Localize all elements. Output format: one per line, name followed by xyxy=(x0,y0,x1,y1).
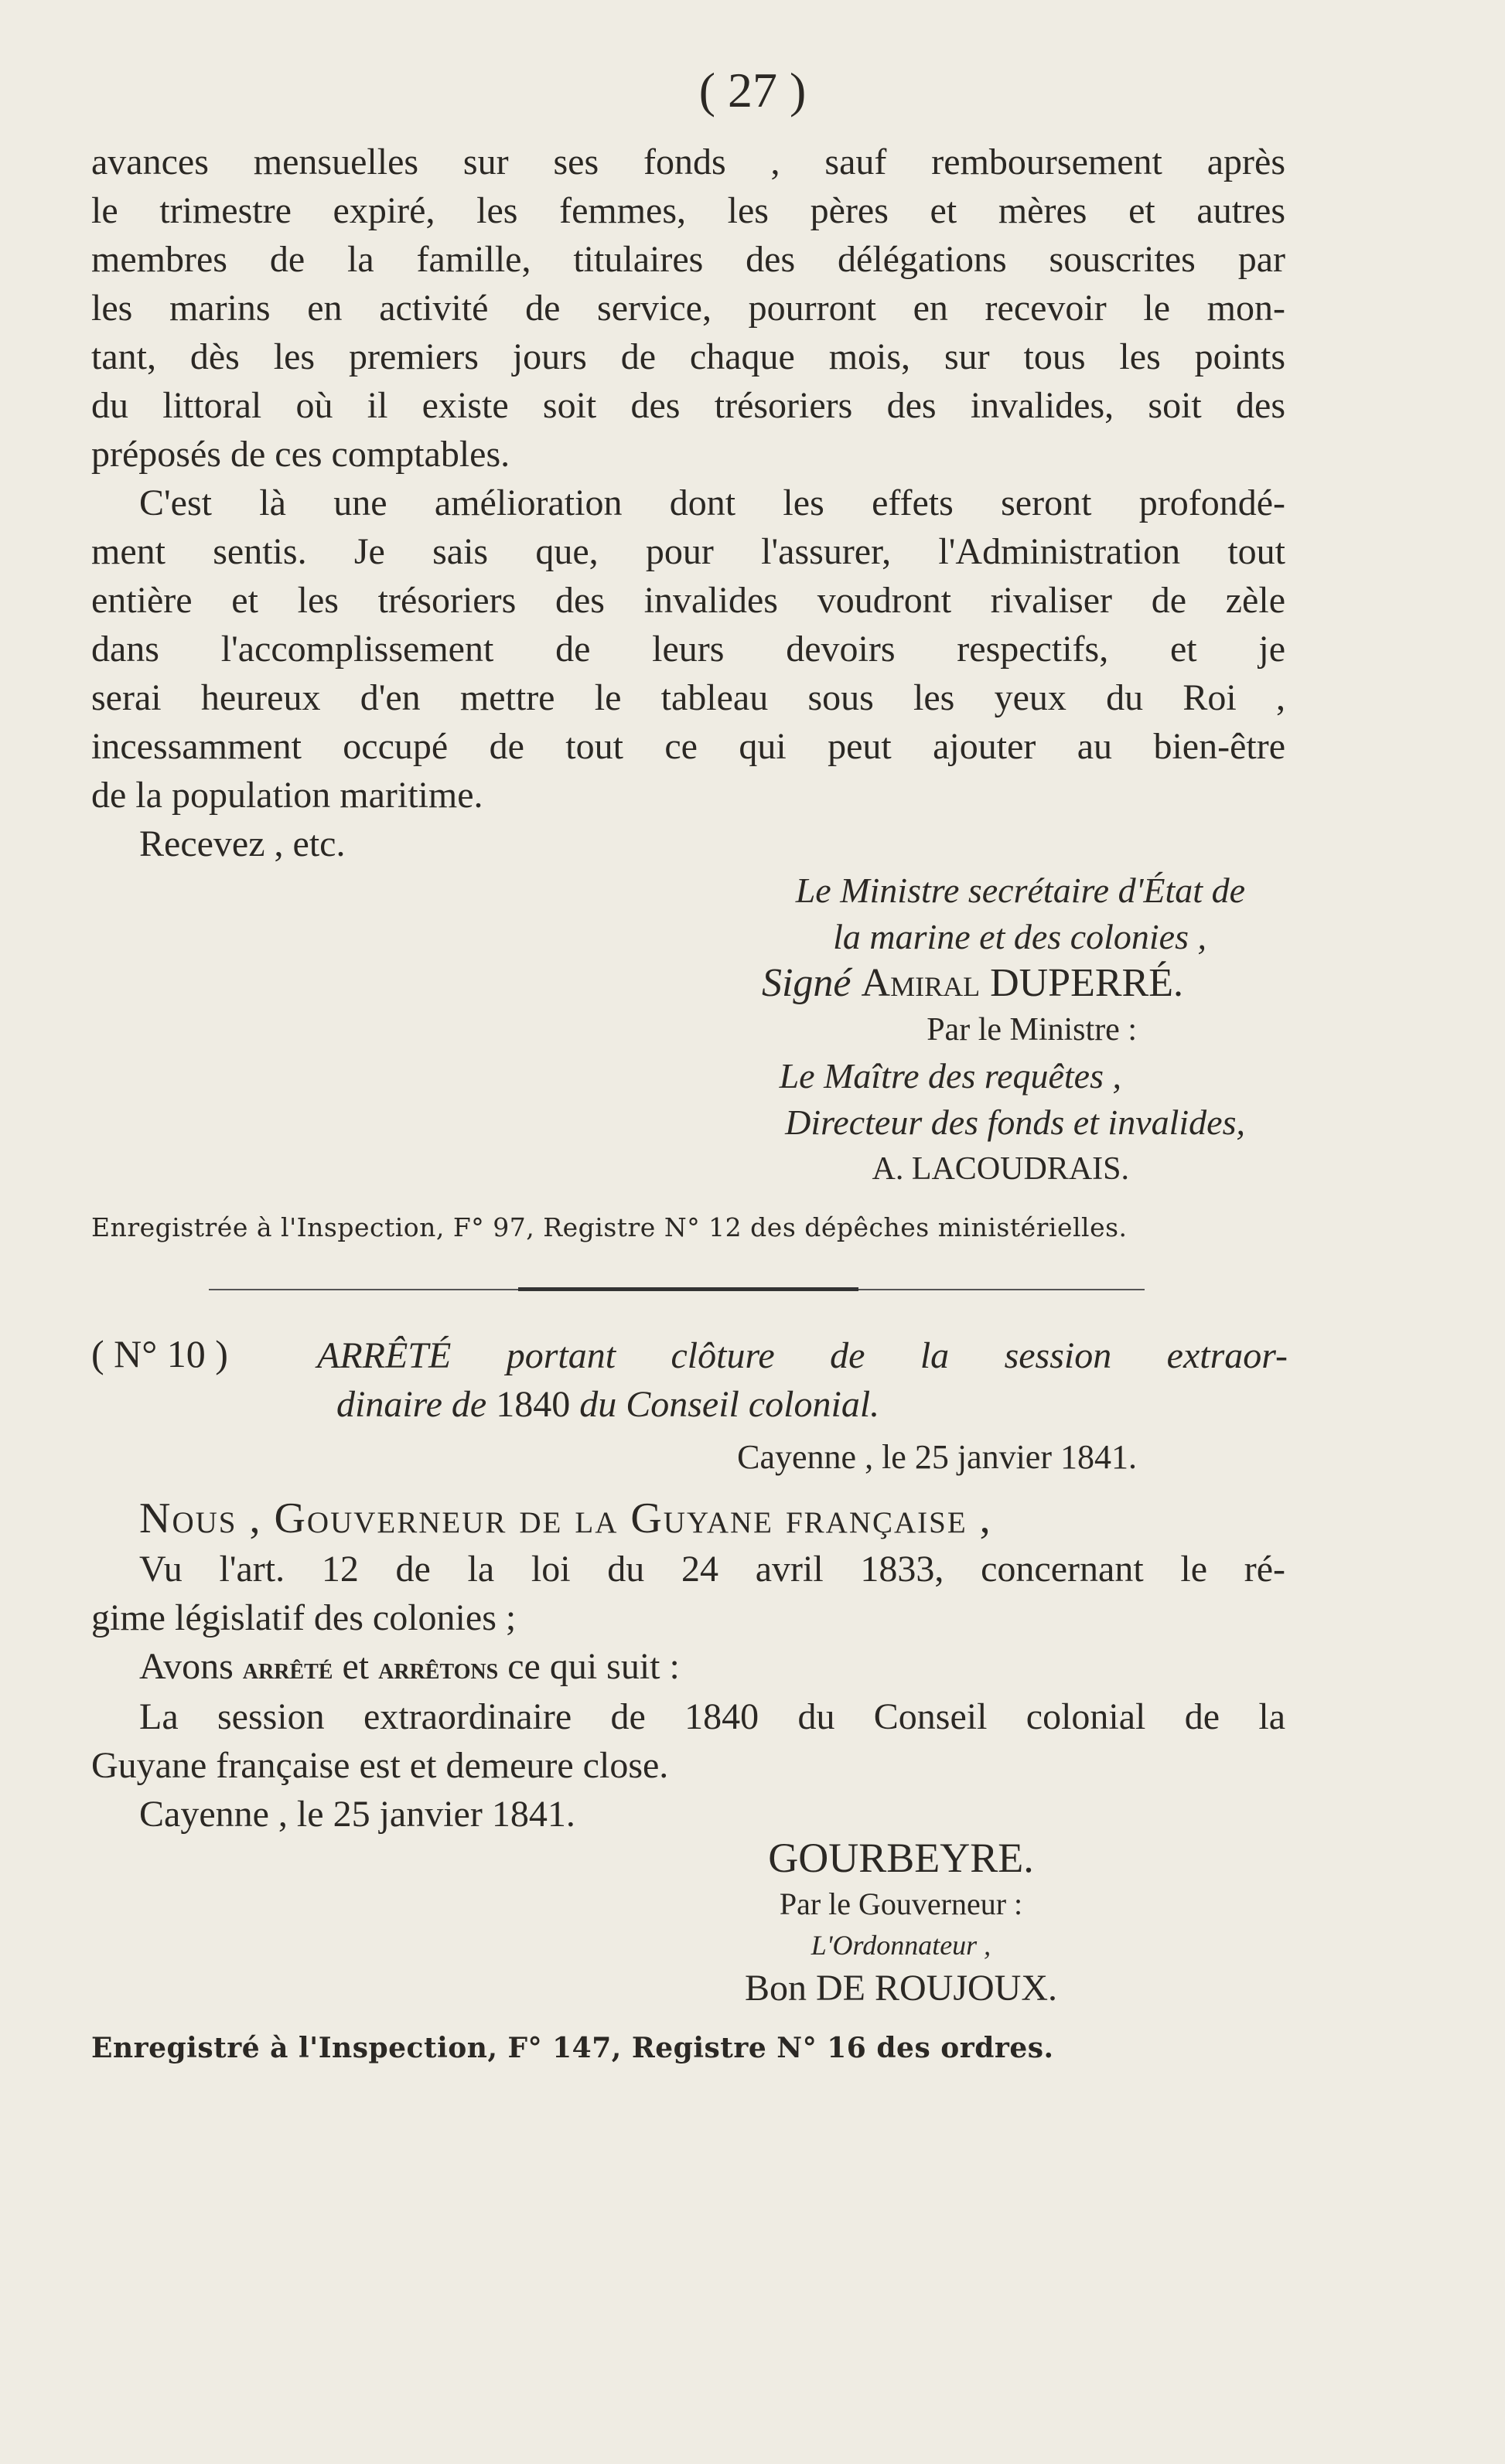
sig-signed-line xyxy=(541,960,1245,1007)
text-line: préposés de ces comptables. xyxy=(91,434,510,475)
arrete-title-rest: portant clôture de la session extraor- xyxy=(506,1335,1288,1376)
par-gouverneur: Par le Gouverneur : xyxy=(779,1886,1023,1921)
arrete-title-line-2 xyxy=(317,1380,1288,1429)
arrete-title xyxy=(317,1331,1288,1429)
avons-e: ce qui suit : xyxy=(507,1646,680,1687)
avons-a: Avons xyxy=(139,1646,234,1687)
text-line: les marins en activité de service, pourront en recevoir le mon- xyxy=(91,288,1285,329)
arrete-place-date: Cayenne , le 25 janvier 1841. xyxy=(737,1438,1137,1476)
text-line: avances mensuelles sur ses fonds , sauf remboursement après xyxy=(91,141,1285,182)
letter-registration: Enregistrée à l'Inspection, F° 97, Registre N° 12 des dépêches ministérielles. xyxy=(91,1212,1128,1242)
gov-name: GOURBEYRE. xyxy=(768,1835,1034,1881)
arrete-body xyxy=(91,1492,1285,1839)
maitre-name: A. LACOUDRAIS. xyxy=(872,1151,1129,1187)
body-line: Guyane française est et demeure close. xyxy=(91,1745,669,1786)
par-ministre: Par le Ministre : xyxy=(927,1012,1137,1048)
body-line: La session extraordinaire de 1840 du Conseil colonial de la xyxy=(139,1696,1285,1737)
cayenne-end: Cayenne , le 25 janvier 1841. xyxy=(139,1794,575,1835)
ordonnateur-name: Bon DE ROUJOUX. xyxy=(744,1968,1057,2009)
sig-title-1: Le Ministre secrétaire d'État de xyxy=(795,871,1245,910)
sig-rank: Amiral xyxy=(861,961,981,1005)
divider-thick xyxy=(518,1287,858,1291)
maitre-title-2: Directeur des fonds et invalides, xyxy=(785,1102,1245,1142)
vu-line: Vu l'art. 12 de la loi du 24 avril 1833, concernant le ré- xyxy=(139,1549,1285,1590)
avons-c: et xyxy=(342,1646,370,1687)
text-line: de la population maritime. xyxy=(91,775,483,816)
text-line: serai heureux d'en mettre le tableau sous les yeux du Roi , xyxy=(91,677,1285,718)
avons-line xyxy=(91,1642,1285,1692)
text-line: C'est là une amélioration dont les effets seront profondé- xyxy=(139,482,1285,523)
title-line2-a: dinaire de xyxy=(336,1384,487,1425)
vu-line: gime législatif des colonies ; xyxy=(91,1597,517,1638)
text-line: tant, dès les premiers jours de chaque mois, sur tous les points xyxy=(91,336,1285,377)
text-line: membres de la famille, titulaires des délégations souscrites par xyxy=(91,239,1285,280)
arrete-title-line-1 xyxy=(317,1331,1288,1380)
nous-line: Nous , Gouverneur de la Guyane française , xyxy=(139,1494,992,1542)
sig-title-2: la marine et des colonies , xyxy=(833,917,1206,956)
page-number: ( 27 ) xyxy=(698,63,807,118)
sig-signe: Signé xyxy=(761,961,851,1005)
maitre-title-1: Le Maître des requêtes , xyxy=(779,1056,1121,1096)
letter-paragraph-1 xyxy=(91,138,1285,479)
text-line: entière et les trésoriers des invalides voudront rivaliser de zèle xyxy=(91,580,1285,621)
section-divider xyxy=(209,1289,1145,1290)
text-line: du littoral où il existe soit des trésoriers des invalides, soit des xyxy=(91,385,1285,426)
closing: Recevez , etc. xyxy=(139,823,346,864)
gouverneur-signature xyxy=(696,1832,1106,2012)
title-line2-b: du Conseil colonial. xyxy=(579,1384,880,1425)
ministre-signature xyxy=(541,867,1245,1192)
text-line: ment sentis. Je sais que, pour l'assurer, l'Administration tout xyxy=(91,531,1285,572)
arrete-registration: Enregistré à l'Inspection, F° 147, Registre N° 16 des ordres. xyxy=(91,2032,1054,2064)
text-line: le trimestre expiré, les femmes, les pères et mères et autres xyxy=(91,190,1285,231)
avons-d: arrêtons xyxy=(378,1651,499,1685)
sig-name: DUPERRÉ. xyxy=(990,961,1183,1005)
ordonnateur: L'Ordonnateur , xyxy=(811,1930,991,1961)
arrete-number: ( N° 10 ) xyxy=(91,1332,228,1375)
text-line: dans l'accomplissement de leurs devoirs respectifs, et je xyxy=(91,629,1285,670)
letter-paragraph-2 xyxy=(91,479,1285,868)
avons-b: arrêté xyxy=(242,1651,333,1685)
arrete-title-arrete: ARRÊTÉ xyxy=(317,1335,452,1376)
title-year: 1840 xyxy=(496,1384,571,1425)
text-line: incessamment occupé de tout ce qui peut ajouter au bien-être xyxy=(91,726,1285,767)
